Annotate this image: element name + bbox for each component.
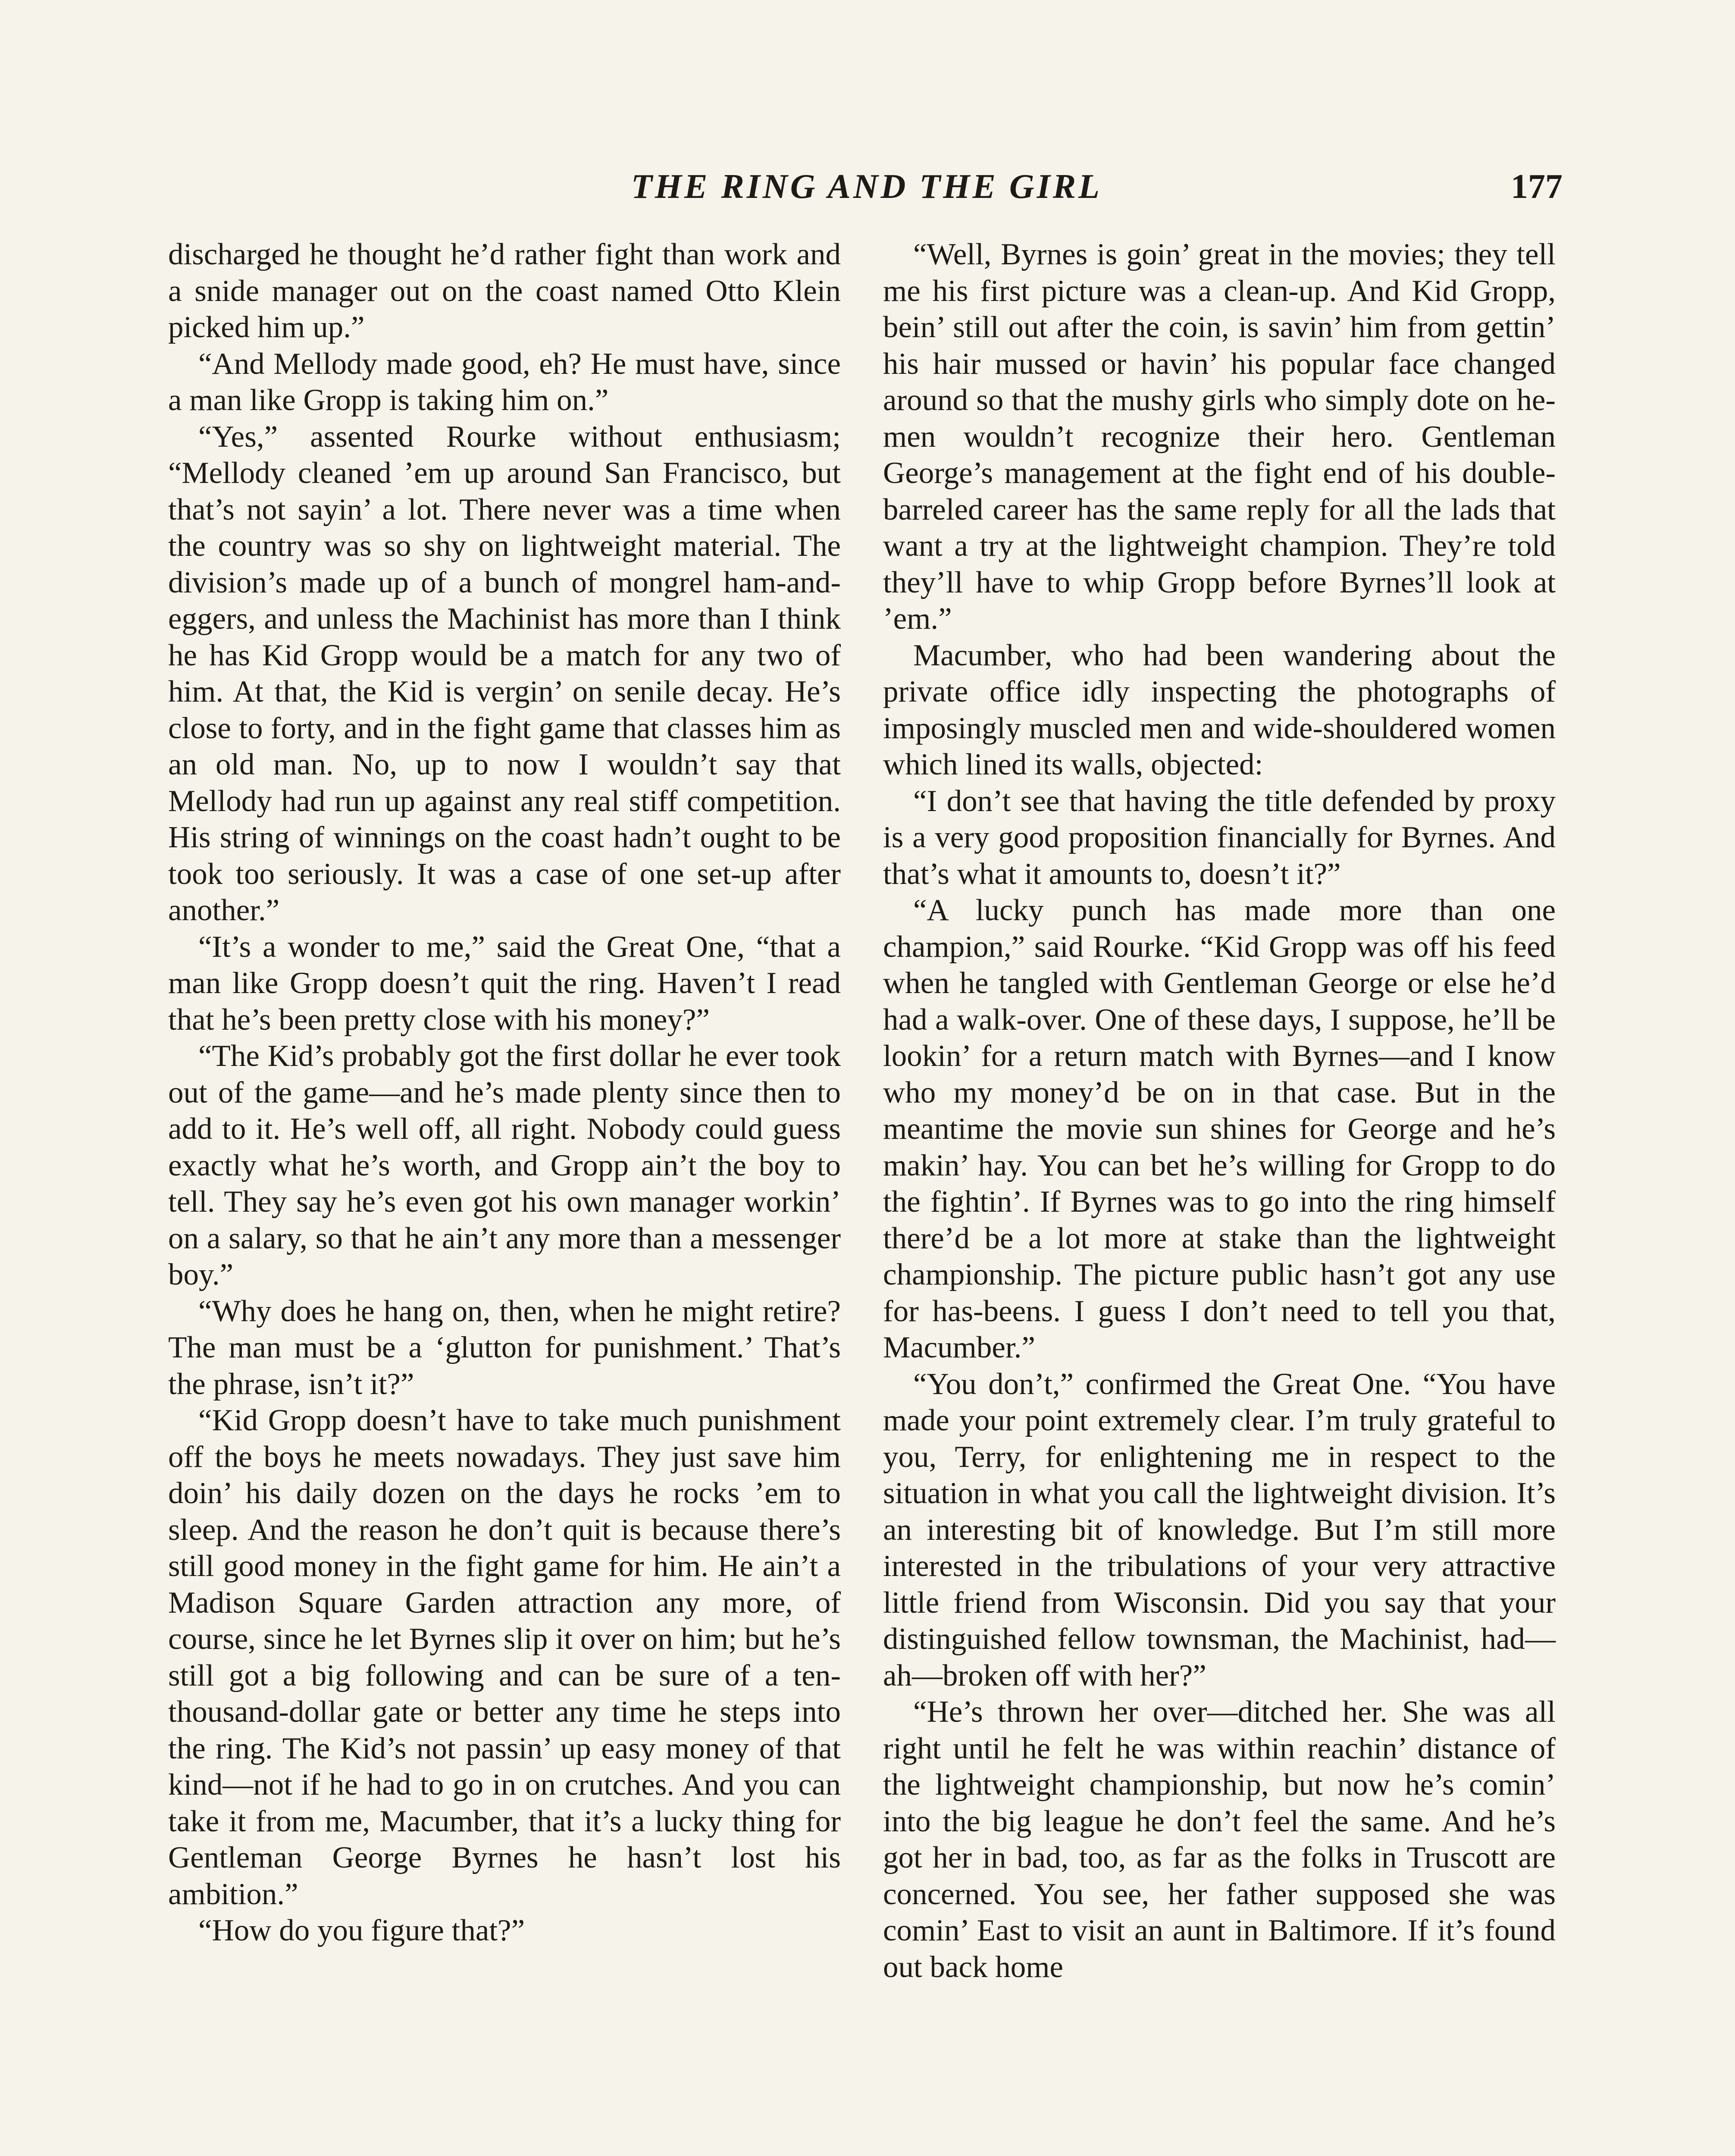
right-column	[883, 236, 1556, 1985]
paragraph: “Kid Gropp doesn’t have to take much punishment off the boys he meets nowadays. They just save him doin’ his daily dozen on the days he rocks ’em to sleep. And the reason he don’t quit is because there’s still good money in the fight game for him. He ain’t a Madison Square Garden attraction any more, of course, since he let Byrnes slip it over on him; but he’s still got a big following and can be sure of a ten-thousand-dollar gate or better any time he steps into the ring. The Kid’s not passin’ up easy money of that kind—not if he had to go in on crutches. And you can take it from me, Macumber, that it’s a lucky thing for Gentleman George Byrnes he hasn’t lost his ambition.”	[168, 1404, 841, 1911]
paragraph: “A lucky punch has made more than one champion,” said Rourke. “Kid Gropp was off his feed when he tangled with Gentleman George or else he’d had a walk-over. One of these days, I suppose, he’ll be lookin’ for a return match with Byrnes—and I know who my money’d be on in that case. But in the meantime the movie sun shines for George and he’s makin’ hay. You can bet he’s willing for Gropp to do the fightin’. If Byrnes was to go into the ring himself there’d be a lot more at stake than the lightweight championship. The picture public hasn’t got any use for has-beens. I guess I don’t need to tell you that, Macumber.”	[883, 893, 1556, 1364]
paragraph: “The Kid’s probably got the first dollar he ever took out of the game—and he’s made plenty since then to add to it. He’s well off, all right. Nobody could guess exactly what he’s worth, and Gropp ain’t the boy to tell. They say he’s even got his own manager workin’ on a salary, so that he ain’t any more than a messenger boy.”	[168, 1039, 841, 1291]
paragraph: “Yes,” assented Rourke without enthusiasm; “Mellody cleaned ’em up around San Francisco, but that’s not sayin’ a lot. There never was a time when the country was so shy on lightweight material. The division’s made up of a bunch of mongrel ham-and-eggers, and unless the Machinist has more than I think he has Kid Gropp would be a match for any two of him. At that, the Kid is vergin’ on senile decay. He’s close to forty, and in the fight game that classes him as an old man. No, up to now I wouldn’t say that Mellody had run up against any real stiff competition. His string of winnings on the coast hadn’t ought to be took too seriously. It was a case of one set-up after another.”	[168, 420, 841, 927]
paragraph: discharged he thought he’d rather fight than work and a snide manager out on the coast named Otto Klein picked him up.”	[168, 238, 841, 344]
paragraph: “He’s thrown her over—ditched her. She was all right until he felt he was within reachin’ distance of the lightweight championship, but now he’s comin’ into the big league he don’t feel the same. And he’s got her in bad, too, as far as the folks in Truscott are concerned. You see, her father supposed she was comin’ East to visit an aunt in Baltimore. If it’s found out back home	[883, 1695, 1556, 1984]
paragraph: Macumber, who had been wandering about the private office idly inspecting the photographs of imposingly muscled men and wide-shouldered women which lined its walls, objected:	[883, 638, 1556, 781]
paragraph: “It’s a wonder to me,” said the Great One, “that a man like Gropp doesn’t quit the ring. Haven’t I read that he’s been pretty close with his money?”	[168, 930, 841, 1037]
page-number: 177	[1511, 168, 1563, 206]
paragraph: “Why does he hang on, then, when he might retire? The man must be a ‘glutton for punishment.’ That’s the phrase, isn’t it?”	[168, 1294, 841, 1401]
paragraph: “I don’t see that having the title defended by proxy is a very good proposition financially for Byrnes. And that’s what it amounts to, doesn’t it?”	[883, 784, 1556, 891]
paragraph: “And Mellody made good, eh? He must have, since a man like Gropp is taking him on.”	[168, 347, 841, 417]
running-title: THE RING AND THE GIRL	[631, 168, 1102, 206]
left-column	[168, 236, 841, 1949]
paragraph: “You don’t,” confirmed the Great One. “You have made your point extremely clear. I’m truly grateful to you, Terry, for enlightening me in respect to the situation in what you call the lightweight division. It’s an interesting bit of knowledge. But I’m still more interested in the tribulations of your very attractive little friend from Wisconsin. Did you say that your distinguished fellow townsman, the Machinist, had—ah—broken off with her?”	[883, 1367, 1556, 1692]
paragraph: “Well, Byrnes is goin’ great in the movies; they tell me his first picture was a clean-up. And Kid Gropp, bein’ still out after the coin, is savin’ him from gettin’ his hair mussed or havin’ his popular face changed around so that the mushy girls who simply dote on he-men wouldn’t recognize their hero. Gentleman George’s management at the fight end of his double-barreled career has the same reply for all the lads that want a try at the lightweight champion. They’re told they’ll have to whip Gropp before Byrnes’ll look at ’em.”	[883, 238, 1556, 636]
paragraph: “How do you figure that?”	[198, 1914, 525, 1947]
